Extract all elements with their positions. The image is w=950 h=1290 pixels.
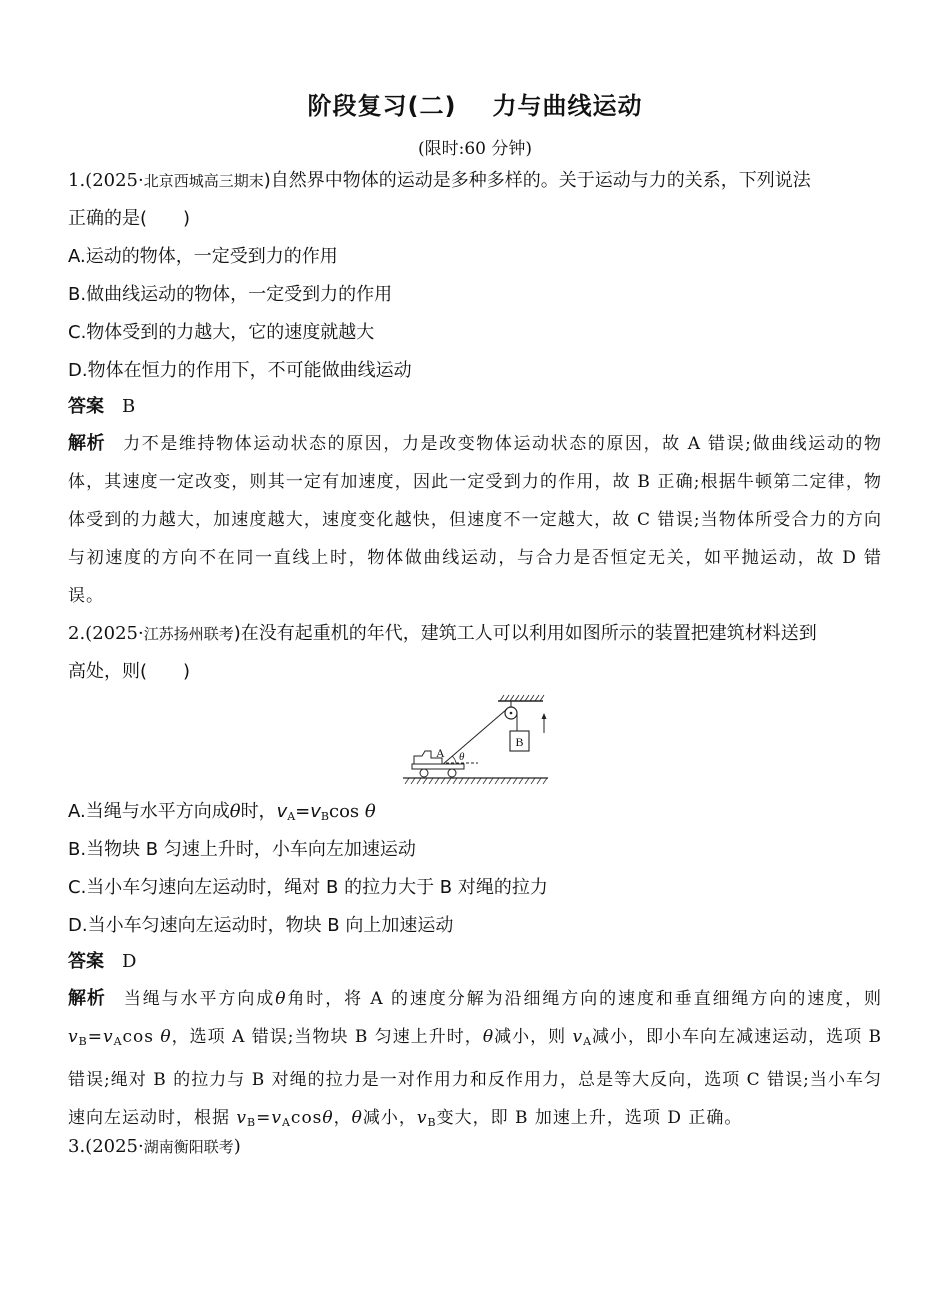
q1-stem-line1: 1.(2025·北京西城高三期末)自然界中物体的运动是多种多样的。关于运动与力的关系，下列说法 [68,170,811,191]
q2-option-a: A.当绳与水平方向成θ时，$v_A=v_B\cos$ θ [68,801,376,823]
title-right: 力与曲线运动 [492,92,643,120]
q2-stem-line1: 2.(2025·江苏扬州联考)在没有起重机的年代，建筑工人可以利用如图所示的装置把建筑材料送到 [68,623,817,644]
page-title [0,86,950,121]
q2-answer: 答案 D [68,951,137,972]
q1-option-c: C.物体受到的力越大，它的速度就越大 [68,322,375,343]
q1-source: 北京西城高三期末 [143,172,264,190]
q1-answer: 答案 B [68,396,136,417]
q3-stem: 3.(2025·湖南衡阳联考) [68,1136,241,1157]
q2-option-b: B.当物块 B 匀速上升时，小车向左加速运动 [68,839,416,860]
block-b-label: B [515,735,524,749]
q2-option-c: C.当小车匀速向左运动时，绳对 B 的拉力大于 B 对绳的拉力 [68,877,548,898]
q3-source: 湖南衡阳联考 [143,1138,234,1156]
pulley-diagram [398,693,553,788]
q1-option-a: A.运动的物体，一定受到力的作用 [68,246,338,267]
q1-stem-line2: 正确的是( ) [68,208,191,229]
time-limit: (限时:60 分钟) [417,139,533,159]
q2-source: 江苏扬州联考 [143,625,234,643]
car-a-label: A [436,746,445,760]
title-left: 阶段复习(二) [307,92,457,120]
q1-option-d: D.物体在恒力的作用下，不可能做曲线运动 [68,360,412,381]
q2-stem-line2: 高处，则( ) [68,661,191,682]
angle-theta-label: θ [459,751,465,763]
q2-option-d: D.当小车匀速向左运动时，物块 B 向上加速运动 [68,915,454,936]
q1-explanation: 解析 力不是维持物体运动状态的原因，力是改变物体运动状态的原因，故 A 错误;做曲线运动的物体，其速度一定改变，则其一定有加速度，因此一定受到力的作用，故 B 正确;根据牛顿第二定律，物体受到的力越大，加速度越大，速度变化越快，但速度不一定越大，故 C 错误;当物体所受合力的方向与初速度的方向不在同一直线上时，物体做曲线运动，与合力是否恒定无关，如平抛运动，故 D 错误。 [68,433,882,606]
q2-explanation: 解析 当绳与水平方向成θ角时，将 A 的速度分解为沿细绳方向的速度和垂直细绳方向的速度，则 $v_B=v_A\cos$ θ，选项 A 错误;当物块 B 匀速上升时，θ减小，则 $v_A$减小，即小车向左减速运动，选项 B 错误;绳对 B 的拉力与 B 对绳的拉力是一对作用力和反作用力，总是等大反向，选项 C 错误;当小车匀速向左运动时，根据 $v_B=v_A\cos\theta$，θ减小，$v_B$变大，即 B 加速上升，选项 D 正确。 [68,988,883,1129]
q1-option-b: B.做曲线运动的物体，一定受到力的作用 [68,284,393,305]
